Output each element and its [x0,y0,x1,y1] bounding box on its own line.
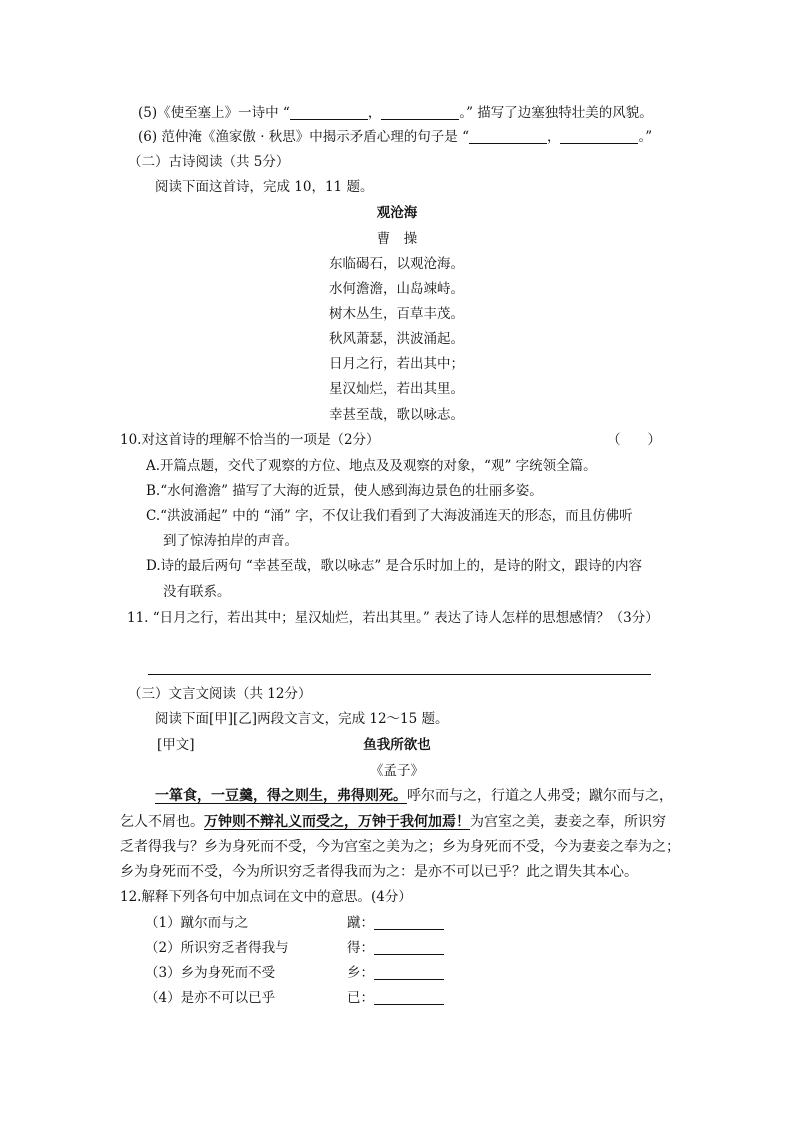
section-3-intro: 阅读下面[甲][乙]两段文言文，完成 12～15 题。 [155,711,449,727]
item-sentence: 是亦不可以已乎 [180,990,276,1006]
underlined-sentence: 万钟则不辩礼义而受之，万钟于我何加焉！ [204,814,470,830]
option-d: D.诗的最后两句 “幸甚至哉，歌以咏志” 是合乐时加上的，是诗的附文，跟诗的内容 [146,558,643,574]
poem-line: 星汉灿烂，若出其里。 [329,381,464,397]
q6-text-mid: ， [546,129,561,145]
question-10-stem: 10.对这首诗的理解不恰当的一项是（2分） [120,432,380,448]
q5-text-mid: ， [367,105,382,121]
q12-answer [347,938,444,958]
answer-blank[interactable] [469,129,547,144]
q5-text-pre: (5)《使至塞上》一诗中 “ [138,105,290,121]
q12-answer [347,963,444,983]
q6-text-pre: (6) 范仲淹《渔家傲 · 秋思》中揭示矛盾心理的句子是 “ [138,129,469,145]
item-number: （2） [145,940,181,956]
poem-author: 曹 操 [376,231,418,247]
poem-title: 观沧海 [376,205,418,221]
passage-text: 乞人不屑也。 [120,814,204,830]
passage-title: 鱼我所欲也 [363,737,431,753]
passage-text: 呼尔而与之，行道之人弗受；蹴尔而与之， [407,788,673,804]
option-c-continued: 到了惊涛拍岸的声音。 [163,533,298,549]
answer-blank[interactable] [374,915,444,930]
passage-text: 为宫室之美，妻妾之奉，所识穷 [470,814,666,830]
question-6 [138,127,652,147]
q12-item [145,913,248,933]
q6-text-post: 。” [638,129,653,145]
option-b: B.“水何澹澹” 描写了大海的近景，使人感到海边景色的壮丽多姿。 [146,483,543,499]
answer-blank[interactable] [374,965,444,980]
item-word: 得： [347,940,374,956]
answer-blank[interactable] [560,129,638,144]
passage-line-2 [120,812,666,832]
item-number: （4） [145,990,181,1006]
item-sentence: 蹴尔而与之 [180,915,249,931]
question-5 [138,103,653,123]
q12-answer [347,913,444,933]
item-sentence: 所识穷乏者得我与 [180,940,289,956]
item-word: 已： [347,990,374,1006]
q12-item [145,988,275,1008]
passage-line-3: 乏者得我与？乡为身死而不受，今为宫室之美为之；乡为身死而不受，今为妻妾之奉为之； [120,839,680,855]
poem-line: 东临碣石，以观沧海。 [329,256,464,272]
answer-parentheses[interactable]: （ ） [607,432,661,448]
item-word: 蹴： [347,915,374,931]
q12-answer [347,988,444,1008]
item-sentence: 乡为身死而不受 [180,965,276,981]
q12-item [145,963,275,983]
passage-tag: [甲文] [157,737,195,753]
answer-blank[interactable] [381,105,459,120]
poem-line: 秋风萧瑟，洪波涌起。 [329,331,464,347]
poem-line: 树木丛生，百草丰茂。 [329,306,464,322]
q12-item [145,938,289,958]
section-2-intro: 阅读下面这首诗，完成 10，11 题。 [155,179,374,195]
answer-blank[interactable] [290,105,368,120]
poem-line: 幸甚至哉，歌以咏志。 [329,407,464,423]
option-c: C.“洪波涌起” 中的 “涌” 字，不仅让我们看到了大海波涌连天的形态，而且仿佛听 [146,508,633,524]
item-number: （1） [145,915,181,931]
passage-line-4: 乡为身死而不受，今为所识穷乏者得我而为之：是亦不可以已乎？此之谓失其本心。 [120,864,638,880]
passage-line-1 [155,786,673,806]
section-2-heading: （二）古诗阅读（共 5分） [128,154,290,170]
q5-text-post: 。” 描写了边塞独特壮美的风貌。 [459,105,653,121]
underlined-sentence: 一箪食，一豆羹，得之则生，弗得则死。 [155,788,407,804]
poem-line: 日月之行，若出其中； [329,356,464,372]
section-3-heading: （三）文言文阅读（共 12分） [128,686,312,702]
question-11-stem: 11. “日月之行，若出其中；星汉灿烂，若出其里。” 表达了诗人怎样的思想感情？（3分） [127,610,659,626]
item-word: 乡： [347,965,374,981]
passage-author: 《孟子》 [370,763,424,779]
answer-line[interactable] [148,674,651,675]
answer-blank[interactable] [374,940,444,955]
question-12-stem: 12.解释下列各句中加点词在文中的意思。(4分） [120,889,412,905]
option-a: A.开篇点题，交代了观察的方位、地点及及观察的对象，“观” 字统领全篇。 [146,458,597,474]
option-d-continued: 没有联系。 [163,584,231,600]
poem-line: 水何澹澹，山岛竦峙。 [329,281,464,297]
item-number: （3） [145,965,181,981]
answer-blank[interactable] [374,990,444,1005]
